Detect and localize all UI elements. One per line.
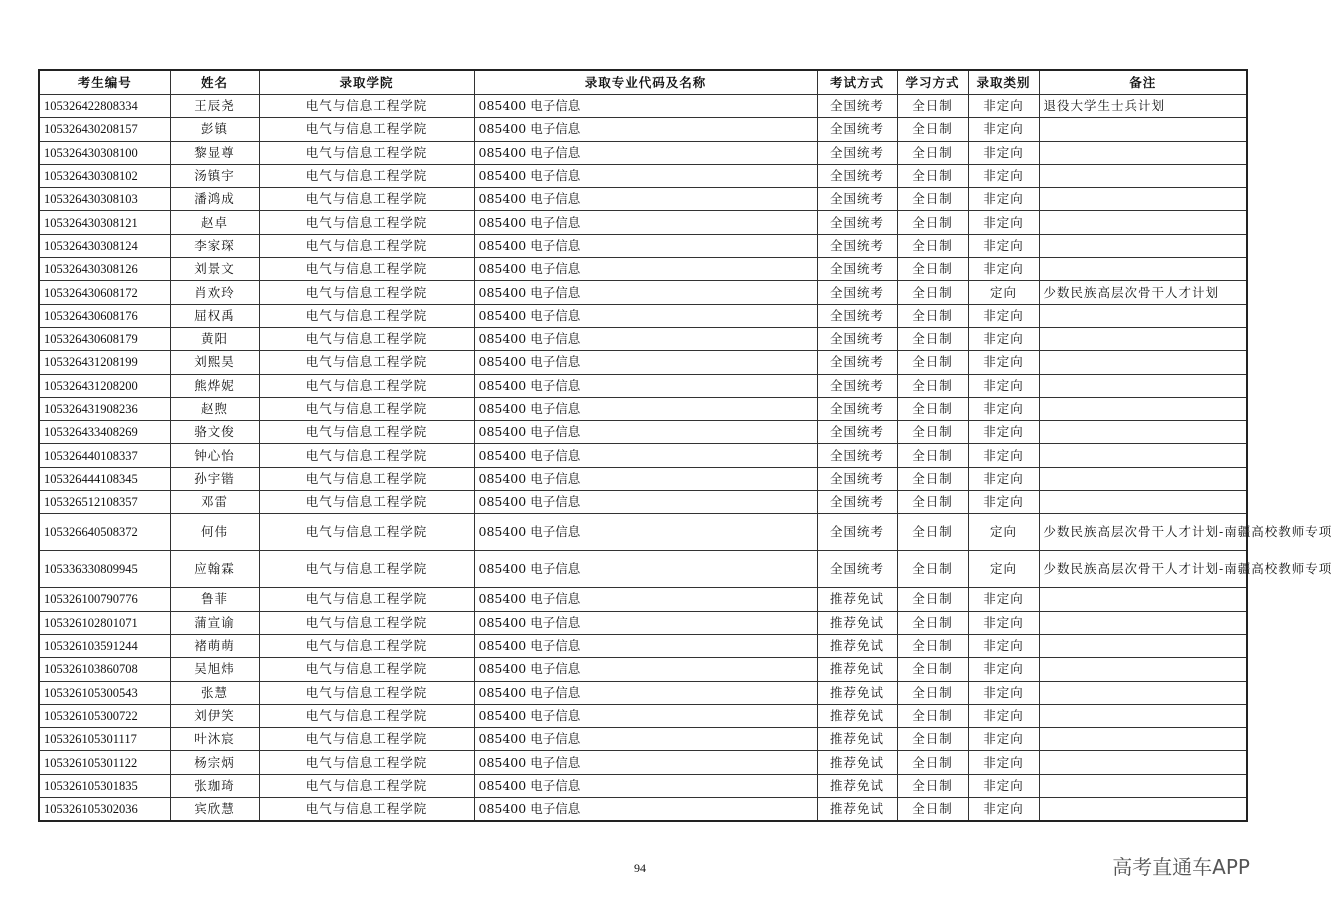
table-row: [39, 118, 1247, 141]
cell-major: 085400 电子信息: [474, 704, 817, 727]
cell-college: 电气与信息工程学院: [259, 658, 474, 681]
cell-major: 085400 电子信息: [474, 258, 817, 281]
cell-major: 085400 电子信息: [474, 211, 817, 234]
cell-college: 电气与信息工程学院: [259, 421, 474, 444]
cell-exam-type: 推荐免试: [817, 728, 897, 751]
cell-exam-type: 全国统考: [817, 258, 897, 281]
cell-admission-category: 非定向: [968, 397, 1039, 420]
cell-candidate-id: 105326105301122: [39, 751, 170, 774]
cell-remarks: [1039, 658, 1247, 681]
cell-name: 黎显尊: [170, 141, 259, 164]
cell-college: 电气与信息工程学院: [259, 551, 474, 588]
cell-candidate-id: 105326431208199: [39, 351, 170, 374]
cell-remarks: [1039, 304, 1247, 327]
cell-study-mode: 全日制: [897, 397, 968, 420]
table-row: [39, 704, 1247, 727]
cell-exam-type: 推荐免试: [817, 634, 897, 657]
cell-name: 何伟: [170, 514, 259, 551]
cell-major: 085400 电子信息: [474, 551, 817, 588]
cell-exam-type: 推荐免试: [817, 658, 897, 681]
cell-college: 电气与信息工程学院: [259, 491, 474, 514]
cell-remarks: 少数民族高层次骨干人才计划-南疆高校教师专项: [1039, 514, 1247, 551]
cell-candidate-id: 105326512108357: [39, 491, 170, 514]
cell-remarks: [1039, 188, 1247, 211]
cell-candidate-id: 105326430308126: [39, 258, 170, 281]
cell-remarks: [1039, 351, 1247, 374]
cell-remarks: [1039, 588, 1247, 611]
cell-admission-category: 非定向: [968, 234, 1039, 257]
cell-name: 褚萌萌: [170, 634, 259, 657]
cell-candidate-id: 105326430608176: [39, 304, 170, 327]
cell-college: 电气与信息工程学院: [259, 728, 474, 751]
cell-admission-category: 非定向: [968, 658, 1039, 681]
cell-college: 电气与信息工程学院: [259, 141, 474, 164]
cell-exam-type: 全国统考: [817, 141, 897, 164]
cell-college: 电气与信息工程学院: [259, 514, 474, 551]
cell-admission-category: 非定向: [968, 751, 1039, 774]
cell-study-mode: 全日制: [897, 281, 968, 304]
cell-major: 085400 电子信息: [474, 491, 817, 514]
cell-exam-type: 全国统考: [817, 327, 897, 350]
cell-study-mode: 全日制: [897, 681, 968, 704]
cell-admission-category: 非定向: [968, 704, 1039, 727]
cell-exam-type: 推荐免试: [817, 751, 897, 774]
cell-study-mode: 全日制: [897, 211, 968, 234]
cell-candidate-id: 105326430208157: [39, 118, 170, 141]
cell-exam-type: 全国统考: [817, 514, 897, 551]
cell-study-mode: 全日制: [897, 611, 968, 634]
table-row: [39, 95, 1247, 118]
cell-admission-category: 非定向: [968, 351, 1039, 374]
cell-major: 085400 电子信息: [474, 467, 817, 490]
cell-major: 085400 电子信息: [474, 188, 817, 211]
cell-study-mode: 全日制: [897, 304, 968, 327]
cell-exam-type: 全国统考: [817, 188, 897, 211]
cell-name: 张慧: [170, 681, 259, 704]
cell-major: 085400 电子信息: [474, 658, 817, 681]
cell-name: 赵卓: [170, 211, 259, 234]
cell-exam-type: 推荐免试: [817, 704, 897, 727]
cell-college: 电气与信息工程学院: [259, 95, 474, 118]
cell-major: 085400 电子信息: [474, 374, 817, 397]
cell-name: 彭镇: [170, 118, 259, 141]
cell-admission-category: 非定向: [968, 728, 1039, 751]
table-row: [39, 798, 1247, 822]
cell-name: 鲁菲: [170, 588, 259, 611]
cell-candidate-id: 105326440108337: [39, 444, 170, 467]
cell-name: 潘鸿成: [170, 188, 259, 211]
cell-exam-type: 全国统考: [817, 164, 897, 187]
header-candidate-id: 考生编号: [39, 70, 170, 95]
cell-candidate-id: 105326433408269: [39, 421, 170, 444]
cell-study-mode: 全日制: [897, 444, 968, 467]
cell-admission-category: 非定向: [968, 491, 1039, 514]
cell-admission-category: 非定向: [968, 374, 1039, 397]
table-row: [39, 467, 1247, 490]
cell-remarks: [1039, 491, 1247, 514]
cell-major: 085400 电子信息: [474, 234, 817, 257]
cell-exam-type: 推荐免试: [817, 611, 897, 634]
cell-college: 电气与信息工程学院: [259, 281, 474, 304]
cell-admission-category: 非定向: [968, 611, 1039, 634]
cell-admission-category: 非定向: [968, 421, 1039, 444]
cell-college: 电气与信息工程学院: [259, 374, 474, 397]
cell-major: 085400 电子信息: [474, 611, 817, 634]
cell-exam-type: 全国统考: [817, 281, 897, 304]
cell-major: 085400 电子信息: [474, 351, 817, 374]
cell-name: 杨宗炳: [170, 751, 259, 774]
cell-study-mode: 全日制: [897, 234, 968, 257]
cell-major: 085400 电子信息: [474, 141, 817, 164]
cell-college: 电气与信息工程学院: [259, 234, 474, 257]
cell-admission-category: 非定向: [968, 681, 1039, 704]
header-study-mode: 学习方式: [897, 70, 968, 95]
cell-exam-type: 全国统考: [817, 374, 897, 397]
header-major: 录取专业代码及名称: [474, 70, 817, 95]
cell-remarks: [1039, 611, 1247, 634]
cell-admission-category: 非定向: [968, 327, 1039, 350]
table-row: [39, 281, 1247, 304]
cell-study-mode: 全日制: [897, 658, 968, 681]
table-row: [39, 681, 1247, 704]
cell-candidate-id: 105326103860708: [39, 658, 170, 681]
cell-remarks: [1039, 751, 1247, 774]
cell-candidate-id: 105326431908236: [39, 397, 170, 420]
cell-remarks: [1039, 141, 1247, 164]
cell-candidate-id: 105326105300722: [39, 704, 170, 727]
cell-admission-category: 非定向: [968, 467, 1039, 490]
table-row: [39, 304, 1247, 327]
cell-remarks: [1039, 211, 1247, 234]
cell-name: 李家琛: [170, 234, 259, 257]
cell-candidate-id: 105326431208200: [39, 374, 170, 397]
cell-remarks: [1039, 728, 1247, 751]
cell-candidate-id: 105326640508372: [39, 514, 170, 551]
cell-candidate-id: 105326422808334: [39, 95, 170, 118]
cell-remarks: [1039, 374, 1247, 397]
cell-remarks: [1039, 704, 1247, 727]
cell-candidate-id: 105326430308124: [39, 234, 170, 257]
cell-exam-type: 全国统考: [817, 444, 897, 467]
cell-candidate-id: 105336330809945: [39, 551, 170, 588]
cell-exam-type: 推荐免试: [817, 774, 897, 797]
cell-name: 应翰霖: [170, 551, 259, 588]
cell-name: 孙宇锴: [170, 467, 259, 490]
cell-candidate-id: 105326430608179: [39, 327, 170, 350]
cell-college: 电气与信息工程学院: [259, 798, 474, 822]
cell-major: 085400 电子信息: [474, 751, 817, 774]
cell-name: 熊烨妮: [170, 374, 259, 397]
cell-study-mode: 全日制: [897, 491, 968, 514]
cell-major: 085400 电子信息: [474, 118, 817, 141]
cell-college: 电气与信息工程学院: [259, 681, 474, 704]
cell-study-mode: 全日制: [897, 188, 968, 211]
cell-name: 刘伊笑: [170, 704, 259, 727]
cell-study-mode: 全日制: [897, 634, 968, 657]
cell-name: 屈权禹: [170, 304, 259, 327]
cell-exam-type: 全国统考: [817, 397, 897, 420]
cell-remarks: 少数民族高层次骨干人才计划-南疆高校教师专项: [1039, 551, 1247, 588]
cell-remarks: [1039, 634, 1247, 657]
cell-study-mode: 全日制: [897, 467, 968, 490]
cell-candidate-id: 105326430308121: [39, 211, 170, 234]
cell-candidate-id: 105326105302036: [39, 798, 170, 822]
table-row: [39, 164, 1247, 187]
header-name: 姓名: [170, 70, 259, 95]
cell-major: 085400 电子信息: [474, 514, 817, 551]
table-row: [39, 327, 1247, 350]
cell-remarks: [1039, 798, 1247, 822]
cell-remarks: 少数民族高层次骨干人才计划: [1039, 281, 1247, 304]
cell-admission-category: 非定向: [968, 95, 1039, 118]
admission-table: [38, 69, 1332, 822]
cell-name: 蒲宣谕: [170, 611, 259, 634]
cell-study-mode: 全日制: [897, 141, 968, 164]
cell-name: 骆文俊: [170, 421, 259, 444]
cell-major: 085400 电子信息: [474, 281, 817, 304]
cell-college: 电气与信息工程学院: [259, 774, 474, 797]
cell-candidate-id: 105326102801071: [39, 611, 170, 634]
cell-study-mode: 全日制: [897, 751, 968, 774]
table-row: [39, 351, 1247, 374]
cell-college: 电气与信息工程学院: [259, 188, 474, 211]
header-exam-type: 考试方式: [817, 70, 897, 95]
cell-name: 王辰尧: [170, 95, 259, 118]
cell-remarks: 退役大学生士兵计划: [1039, 95, 1247, 118]
cell-college: 电气与信息工程学院: [259, 588, 474, 611]
cell-exam-type: 全国统考: [817, 211, 897, 234]
table-row: [39, 188, 1247, 211]
cell-college: 电气与信息工程学院: [259, 467, 474, 490]
cell-college: 电气与信息工程学院: [259, 211, 474, 234]
cell-name: 钟心怡: [170, 444, 259, 467]
cell-remarks: [1039, 397, 1247, 420]
cell-college: 电气与信息工程学院: [259, 751, 474, 774]
cell-admission-category: 非定向: [968, 774, 1039, 797]
cell-exam-type: 全国统考: [817, 234, 897, 257]
table-row: [39, 444, 1247, 467]
cell-admission-category: 非定向: [968, 141, 1039, 164]
cell-name: 刘熙昊: [170, 351, 259, 374]
cell-candidate-id: 105326430308102: [39, 164, 170, 187]
cell-admission-category: 定向: [968, 551, 1039, 588]
cell-major: 085400 电子信息: [474, 798, 817, 822]
cell-remarks: [1039, 774, 1247, 797]
cell-major: 085400 电子信息: [474, 421, 817, 444]
cell-name: 邓雷: [170, 491, 259, 514]
cell-admission-category: 非定向: [968, 118, 1039, 141]
header-admission-category: 录取类别: [968, 70, 1039, 95]
cell-remarks: [1039, 444, 1247, 467]
table-row: [39, 658, 1247, 681]
table-row: [39, 774, 1247, 797]
cell-admission-category: 定向: [968, 514, 1039, 551]
cell-exam-type: 全国统考: [817, 304, 897, 327]
cell-exam-type: 推荐免试: [817, 798, 897, 822]
table-row: [39, 421, 1247, 444]
cell-candidate-id: 105326430608172: [39, 281, 170, 304]
cell-study-mode: 全日制: [897, 118, 968, 141]
cell-college: 电气与信息工程学院: [259, 118, 474, 141]
table-row: [39, 397, 1247, 420]
cell-candidate-id: 105326105300543: [39, 681, 170, 704]
cell-college: 电气与信息工程学院: [259, 327, 474, 350]
cell-study-mode: 全日制: [897, 327, 968, 350]
cell-college: 电气与信息工程学院: [259, 351, 474, 374]
cell-remarks: [1039, 234, 1247, 257]
cell-college: 电气与信息工程学院: [259, 611, 474, 634]
cell-study-mode: 全日制: [897, 514, 968, 551]
cell-admission-category: 非定向: [968, 634, 1039, 657]
cell-admission-category: 非定向: [968, 164, 1039, 187]
cell-college: 电气与信息工程学院: [259, 397, 474, 420]
table-row: [39, 588, 1247, 611]
cell-candidate-id: 105326103591244: [39, 634, 170, 657]
cell-study-mode: 全日制: [897, 551, 968, 588]
cell-study-mode: 全日制: [897, 374, 968, 397]
table-row: [39, 491, 1247, 514]
cell-candidate-id: 105326430308100: [39, 141, 170, 164]
table-row: [39, 141, 1247, 164]
table-header-row: [39, 70, 1247, 95]
cell-remarks: [1039, 258, 1247, 281]
cell-exam-type: 全国统考: [817, 351, 897, 374]
cell-study-mode: 全日制: [897, 421, 968, 444]
cell-major: 085400 电子信息: [474, 95, 817, 118]
table-row: [39, 634, 1247, 657]
cell-study-mode: 全日制: [897, 798, 968, 822]
cell-admission-category: 非定向: [968, 304, 1039, 327]
cell-remarks: [1039, 327, 1247, 350]
cell-college: 电气与信息工程学院: [259, 444, 474, 467]
table-row: [39, 374, 1247, 397]
cell-name: 刘景文: [170, 258, 259, 281]
cell-name: 叶沐宸: [170, 728, 259, 751]
cell-exam-type: 全国统考: [817, 421, 897, 444]
cell-remarks: [1039, 467, 1247, 490]
cell-college: 电气与信息工程学院: [259, 704, 474, 727]
cell-study-mode: 全日制: [897, 164, 968, 187]
cell-admission-category: 非定向: [968, 258, 1039, 281]
cell-college: 电气与信息工程学院: [259, 164, 474, 187]
cell-major: 085400 电子信息: [474, 164, 817, 187]
cell-exam-type: 全国统考: [817, 491, 897, 514]
table-row: [39, 551, 1247, 588]
watermark-logo: 高考直通车APP: [1112, 855, 1250, 879]
cell-candidate-id: 105326105301835: [39, 774, 170, 797]
cell-major: 085400 电子信息: [474, 681, 817, 704]
cell-exam-type: 推荐免试: [817, 588, 897, 611]
cell-admission-category: 非定向: [968, 588, 1039, 611]
cell-major: 085400 电子信息: [474, 774, 817, 797]
cell-name: 黄阳: [170, 327, 259, 350]
cell-candidate-id: 105326430308103: [39, 188, 170, 211]
cell-remarks: [1039, 164, 1247, 187]
cell-admission-category: 非定向: [968, 188, 1039, 211]
cell-admission-category: 非定向: [968, 798, 1039, 822]
cell-college: 电气与信息工程学院: [259, 304, 474, 327]
cell-name: 宾欣慧: [170, 798, 259, 822]
cell-major: 085400 电子信息: [474, 634, 817, 657]
page-number: 94: [634, 861, 646, 875]
table-row: [39, 211, 1247, 234]
cell-major: 085400 电子信息: [474, 327, 817, 350]
cell-name: 张珈琦: [170, 774, 259, 797]
cell-exam-type: 推荐免试: [817, 681, 897, 704]
cell-exam-type: 全国统考: [817, 118, 897, 141]
header-college: 录取学院: [259, 70, 474, 95]
cell-remarks: [1039, 681, 1247, 704]
cell-major: 085400 电子信息: [474, 444, 817, 467]
cell-major: 085400 电子信息: [474, 304, 817, 327]
cell-study-mode: 全日制: [897, 258, 968, 281]
table-row: [39, 751, 1247, 774]
cell-study-mode: 全日制: [897, 95, 968, 118]
cell-admission-category: 非定向: [968, 444, 1039, 467]
cell-major: 085400 电子信息: [474, 397, 817, 420]
cell-college: 电气与信息工程学院: [259, 634, 474, 657]
cell-candidate-id: 105326444108345: [39, 467, 170, 490]
cell-name: 赵煦: [170, 397, 259, 420]
cell-exam-type: 全国统考: [817, 95, 897, 118]
table-row: [39, 514, 1247, 551]
cell-study-mode: 全日制: [897, 351, 968, 374]
cell-name: 汤镇宇: [170, 164, 259, 187]
cell-name: 肖欢玲: [170, 281, 259, 304]
table-row: [39, 611, 1247, 634]
table-row: [39, 258, 1247, 281]
cell-candidate-id: 105326100790776: [39, 588, 170, 611]
cell-study-mode: 全日制: [897, 588, 968, 611]
cell-college: 电气与信息工程学院: [259, 258, 474, 281]
cell-study-mode: 全日制: [897, 728, 968, 751]
cell-major: 085400 电子信息: [474, 588, 817, 611]
cell-admission-category: 定向: [968, 281, 1039, 304]
cell-major: 085400 电子信息: [474, 728, 817, 751]
cell-remarks: [1039, 421, 1247, 444]
table-row: [39, 728, 1247, 751]
cell-remarks: [1039, 118, 1247, 141]
cell-admission-category: 非定向: [968, 211, 1039, 234]
cell-study-mode: 全日制: [897, 774, 968, 797]
cell-exam-type: 全国统考: [817, 551, 897, 588]
cell-name: 吴旭炜: [170, 658, 259, 681]
table-row: [39, 234, 1247, 257]
cell-candidate-id: 105326105301117: [39, 728, 170, 751]
cell-exam-type: 全国统考: [817, 467, 897, 490]
header-remarks: 备注: [1039, 70, 1247, 95]
cell-study-mode: 全日制: [897, 704, 968, 727]
